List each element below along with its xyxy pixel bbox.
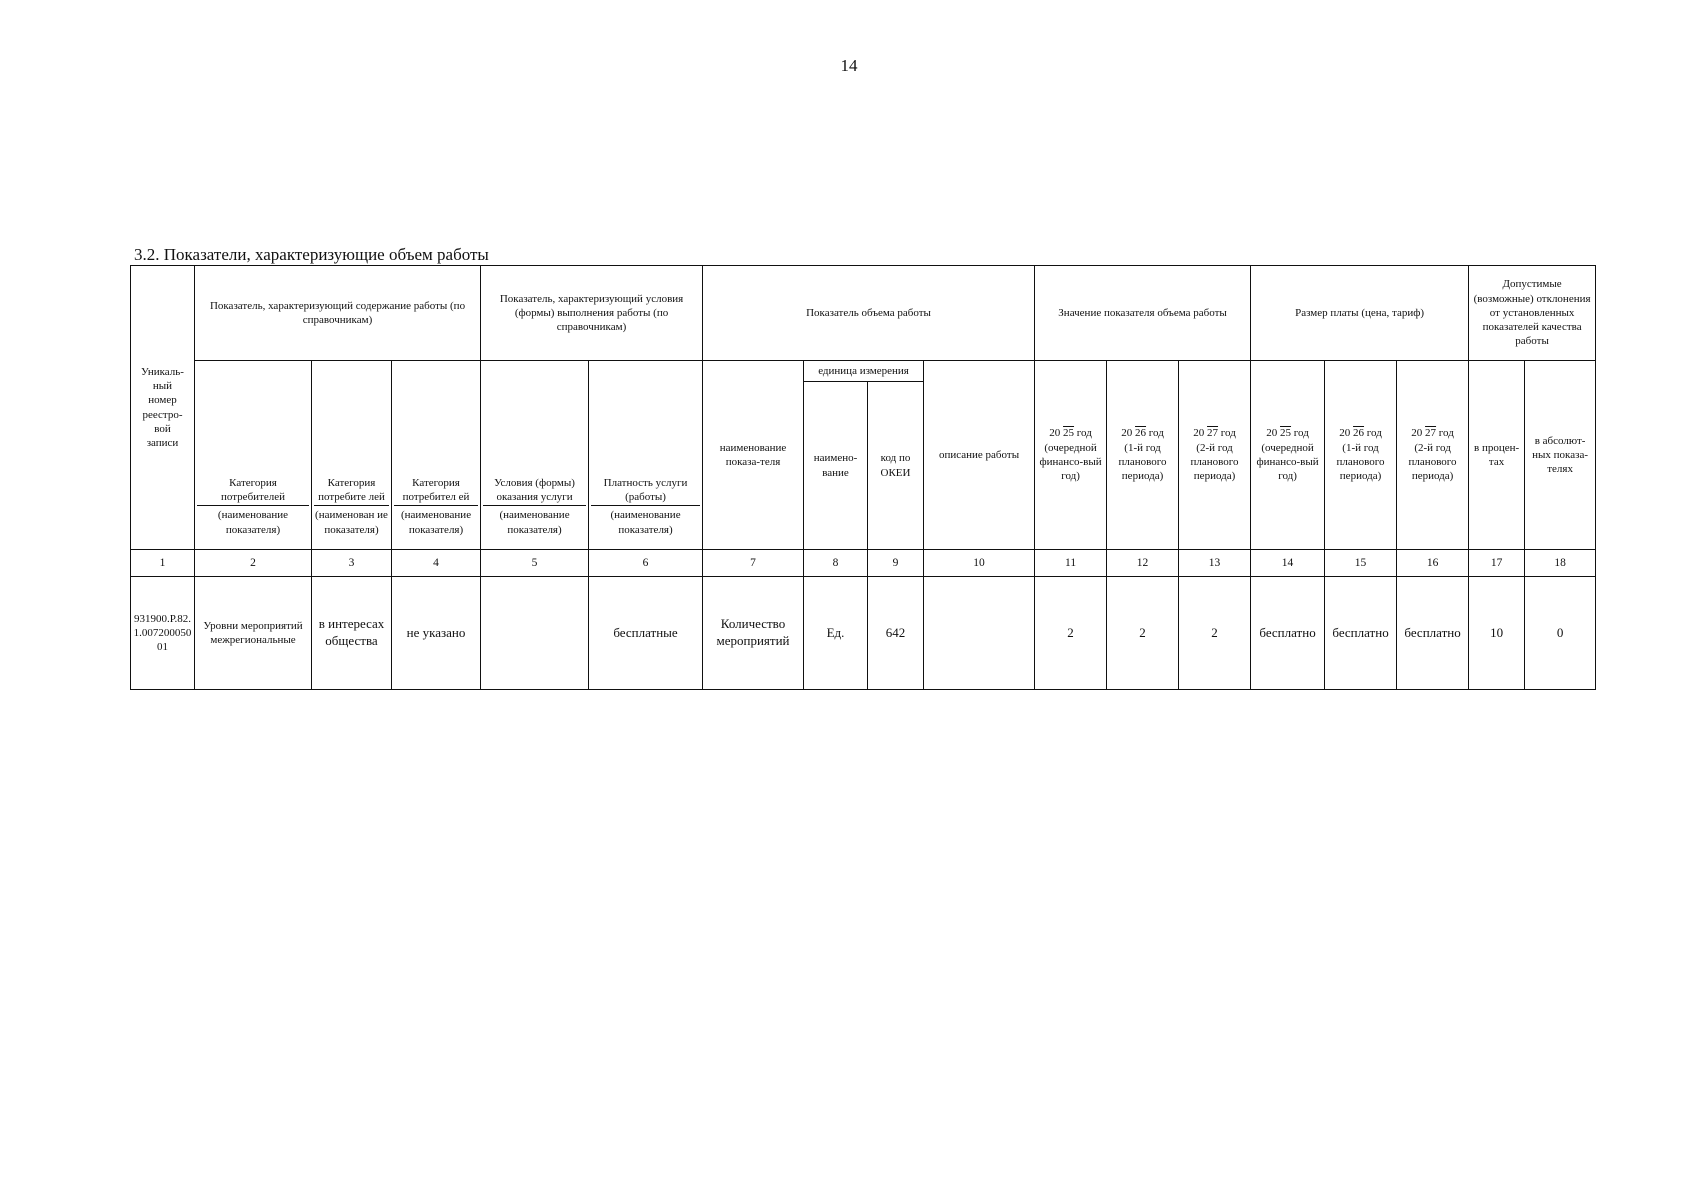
year-prefix: 20 bbox=[1121, 427, 1133, 440]
column-number: 1 bbox=[131, 550, 195, 577]
header-in-percent: в процен-тах bbox=[1469, 361, 1525, 550]
column-number: 9 bbox=[868, 550, 924, 577]
header-col3-sub: (наименован ие показателя) bbox=[315, 509, 388, 536]
header-col5 bbox=[481, 361, 589, 550]
header-col4-sub: (наименование показателя) bbox=[400, 509, 472, 536]
year-prefix: 20 bbox=[1049, 427, 1061, 440]
header-col6-name: Платность услуги (работы) bbox=[591, 476, 700, 507]
header-col6-sub: (наименование показателя) bbox=[610, 509, 681, 536]
column-number: 16 bbox=[1397, 550, 1469, 577]
header-col5-sub: (наименование показателя) bbox=[499, 509, 570, 536]
header-col2 bbox=[195, 361, 312, 550]
year-25: 25 bbox=[1280, 427, 1292, 440]
plan2-label: (2-й год планового периода) bbox=[1190, 441, 1239, 483]
year-prefix: 20 bbox=[1266, 427, 1278, 440]
year-26: 26 bbox=[1353, 427, 1365, 440]
column-number: 18 bbox=[1525, 550, 1596, 577]
year-suffix: год bbox=[1220, 427, 1236, 440]
cell-work-description bbox=[924, 577, 1035, 690]
header-col4 bbox=[392, 361, 481, 550]
header-indicator-name: наименование показа-теля bbox=[703, 361, 804, 550]
cell-indicator-name: Количество мероприятий bbox=[703, 577, 804, 690]
year-prefix: 20 bbox=[1193, 427, 1205, 440]
volume-indicators-table bbox=[130, 265, 1596, 690]
year-26: 26 bbox=[1135, 427, 1147, 440]
header-unique-number-text: Уникаль-ный номер реестро-вой записи bbox=[141, 365, 184, 450]
column-number: 12 bbox=[1107, 550, 1179, 577]
column-number: 13 bbox=[1179, 550, 1251, 577]
header-year-2026-value bbox=[1107, 361, 1179, 550]
cell-conditions bbox=[481, 577, 589, 690]
column-numbers-row bbox=[131, 550, 1596, 577]
column-number: 15 bbox=[1325, 550, 1397, 577]
cell-okei-code: 642 bbox=[868, 577, 924, 690]
header-col2-sub: (наименование показателя) bbox=[217, 509, 289, 536]
year-25: 25 bbox=[1063, 427, 1075, 440]
fin-year-label: (очередной финансо-вый год) bbox=[1256, 441, 1319, 483]
column-number: 14 bbox=[1251, 550, 1325, 577]
header-year-2027-value bbox=[1179, 361, 1251, 550]
cell-payment: бесплатные bbox=[589, 577, 703, 690]
cell-unit-name: Ед. bbox=[804, 577, 868, 690]
header-col3-name: Категория потребите лей bbox=[314, 476, 389, 507]
header-work-description: описание работы bbox=[924, 361, 1035, 550]
page-number: 14 bbox=[840, 56, 858, 75]
column-number: 17 bbox=[1469, 550, 1525, 577]
header-unique-number bbox=[131, 266, 195, 550]
header-col6 bbox=[589, 361, 703, 550]
cell-fee-2026: бесплатно bbox=[1325, 577, 1397, 690]
header-year-2027-fee bbox=[1397, 361, 1469, 550]
year-prefix: 20 bbox=[1339, 427, 1351, 440]
header-okei-code: код по ОКЕИ bbox=[868, 382, 924, 550]
column-number: 3 bbox=[312, 550, 392, 577]
year-suffix: год bbox=[1366, 427, 1382, 440]
section-title: 3.2. Показатели, характеризующие объем работы bbox=[134, 245, 489, 264]
header-volume-indicator: Показатель объема работы bbox=[703, 266, 1035, 361]
table-row bbox=[131, 577, 1596, 690]
header-volume-value: Значение показателя объема работы bbox=[1035, 266, 1251, 361]
cell-value-2026: 2 bbox=[1107, 577, 1179, 690]
year-suffix: год bbox=[1148, 427, 1164, 440]
header-col2-name: Категория потребителей bbox=[197, 476, 309, 507]
cell-deviation-absolute: 0 bbox=[1525, 577, 1596, 690]
header-year-2026-fee bbox=[1325, 361, 1397, 550]
header-unit-of-measure: единица измерения bbox=[804, 361, 924, 382]
header-year-2025-value bbox=[1035, 361, 1107, 550]
cell-consumer-category-3: не указано bbox=[392, 577, 481, 690]
header-sub-row bbox=[131, 361, 1596, 382]
header-col3 bbox=[312, 361, 392, 550]
header-group-row bbox=[131, 266, 1596, 361]
year-27: 27 bbox=[1207, 427, 1219, 440]
header-conditions-indicator: Показатель, характеризующий условия (формы) выполнения работы (по справочникам) bbox=[481, 266, 703, 361]
header-year-2025-fee bbox=[1251, 361, 1325, 550]
header-col5-name: Условия (формы) оказания услуги bbox=[483, 476, 586, 507]
column-number: 7 bbox=[703, 550, 804, 577]
column-number: 5 bbox=[481, 550, 589, 577]
header-content-indicator: Показатель, характеризующий содержание работы (по справочникам) bbox=[195, 266, 481, 361]
year-27: 27 bbox=[1425, 427, 1437, 440]
fin-year-label: (очередной финансо-вый год) bbox=[1039, 441, 1102, 483]
cell-deviation-percent: 10 bbox=[1469, 577, 1525, 690]
cell-consumer-category: Уровни мероприятий межрегиональные bbox=[195, 577, 312, 690]
plan2-label: (2-й год планового периода) bbox=[1408, 441, 1457, 483]
year-suffix: год bbox=[1076, 427, 1092, 440]
column-number: 4 bbox=[392, 550, 481, 577]
year-suffix: год bbox=[1438, 427, 1454, 440]
header-col4-name: Категория потребител ей bbox=[394, 476, 478, 507]
year-suffix: год bbox=[1293, 427, 1309, 440]
cell-value-2027: 2 bbox=[1179, 577, 1251, 690]
column-number: 6 bbox=[589, 550, 703, 577]
cell-unique-number: 931900.Р.82.1.00720005001 bbox=[131, 577, 195, 690]
column-number: 10 bbox=[924, 550, 1035, 577]
column-number: 2 bbox=[195, 550, 312, 577]
cell-value-2025: 2 bbox=[1035, 577, 1107, 690]
cell-fee-2025: бесплатно bbox=[1251, 577, 1325, 690]
plan1-label: (1-й год планового периода) bbox=[1118, 441, 1167, 483]
header-unit-name: наимено-вание bbox=[804, 382, 868, 550]
cell-fee-2027: бесплатно bbox=[1397, 577, 1469, 690]
header-allowed-deviations: Допустимые (возможные) отклонения от установленных показателей качества работы bbox=[1469, 266, 1596, 361]
cell-consumer-category-2: в интересах общества bbox=[312, 577, 392, 690]
header-fee-size: Размер платы (цена, тариф) bbox=[1251, 266, 1469, 361]
column-number: 8 bbox=[804, 550, 868, 577]
column-number: 11 bbox=[1035, 550, 1107, 577]
plan1-label: (1-й год планового периода) bbox=[1336, 441, 1385, 483]
header-in-absolute: в абсолют-ных показа-телях bbox=[1525, 361, 1596, 550]
year-prefix: 20 bbox=[1411, 427, 1423, 440]
